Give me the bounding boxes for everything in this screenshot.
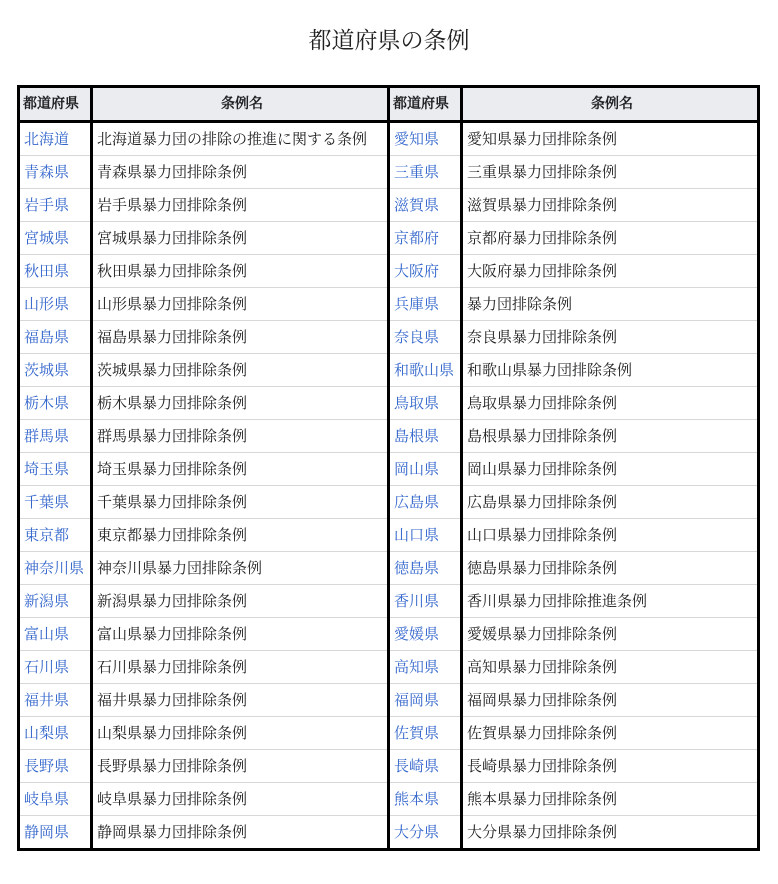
table-row	[19, 156, 759, 189]
ordinance-name-cell: 長崎県暴力団排除条例	[462, 750, 759, 783]
prefecture-link[interactable]: 埼玉県	[24, 460, 70, 478]
prefecture-link[interactable]: 島根県	[394, 427, 440, 445]
table-row	[19, 420, 759, 453]
ordinance-name-cell: 高知県暴力団排除条例	[462, 651, 759, 684]
prefecture-link[interactable]: 滋賀県	[394, 196, 440, 214]
ordinance-name-cell: 島根県暴力団排除条例	[462, 420, 759, 453]
ordinance-name-cell: 富山県暴力団排除条例	[92, 618, 389, 651]
table-row	[19, 486, 759, 519]
table-row	[19, 189, 759, 222]
ordinance-table-container	[17, 85, 760, 851]
prefecture-link[interactable]: 大分県	[394, 823, 440, 841]
prefecture-cell	[19, 288, 92, 321]
prefecture-link[interactable]: 宮城県	[24, 229, 70, 247]
prefecture-cell	[389, 222, 462, 255]
table-row	[19, 783, 759, 816]
prefecture-cell	[19, 618, 92, 651]
ordinance-name-cell: 新潟県暴力団排除条例	[92, 585, 389, 618]
prefecture-cell	[19, 750, 92, 783]
ordinance-name-cell: 愛知県暴力団排除条例	[462, 122, 759, 156]
prefecture-cell	[19, 387, 92, 420]
table-row	[19, 519, 759, 552]
prefecture-cell	[389, 453, 462, 486]
ordinance-name-cell: 山梨県暴力団排除条例	[92, 717, 389, 750]
prefecture-cell	[19, 519, 92, 552]
prefecture-link[interactable]: 佐賀県	[394, 724, 440, 742]
ordinance-name-cell: 京都府暴力団排除条例	[462, 222, 759, 255]
table-row	[19, 122, 759, 156]
prefecture-cell	[19, 453, 92, 486]
header-prefecture-right: 都道府県	[389, 87, 462, 122]
prefecture-cell	[19, 354, 92, 387]
prefecture-link[interactable]: 京都府	[394, 229, 440, 247]
prefecture-cell	[19, 420, 92, 453]
ordinance-name-cell: 石川県暴力団排除条例	[92, 651, 389, 684]
ordinance-name-cell: 岐阜県暴力団排除条例	[92, 783, 389, 816]
ordinance-name-cell: 佐賀県暴力団排除条例	[462, 717, 759, 750]
prefecture-cell	[19, 651, 92, 684]
ordinance-name-cell: 宮城県暴力団排除条例	[92, 222, 389, 255]
ordinance-name-cell: 岡山県暴力団排除条例	[462, 453, 759, 486]
prefecture-link[interactable]: 新潟県	[24, 592, 70, 610]
ordinance-name-cell: 徳島県暴力団排除条例	[462, 552, 759, 585]
prefecture-link[interactable]: 福井県	[24, 691, 70, 709]
prefecture-cell	[389, 122, 462, 156]
prefecture-link[interactable]: 広島県	[394, 493, 440, 511]
ordinance-name-cell: 秋田県暴力団排除条例	[92, 255, 389, 288]
prefecture-link[interactable]: 兵庫県	[394, 295, 440, 313]
ordinance-name-cell: 青森県暴力団排除条例	[92, 156, 389, 189]
prefecture-cell	[389, 486, 462, 519]
ordinance-name-cell: 神奈川県暴力団排除条例	[92, 552, 389, 585]
table-row	[19, 552, 759, 585]
prefecture-cell	[389, 651, 462, 684]
header-prefecture-left: 都道府県	[19, 87, 92, 122]
ordinance-name-cell: 北海道暴力団の排除の推進に関する条例	[92, 122, 389, 156]
ordinance-name-cell: 福井県暴力団排除条例	[92, 684, 389, 717]
prefecture-cell	[19, 189, 92, 222]
prefecture-cell	[389, 156, 462, 189]
prefecture-link[interactable]: 青森県	[24, 163, 70, 181]
prefecture-cell	[389, 552, 462, 585]
prefecture-link[interactable]: 岡山県	[394, 460, 440, 478]
ordinance-name-cell: 大阪府暴力団排除条例	[462, 255, 759, 288]
ordinance-name-cell: 山形県暴力団排除条例	[92, 288, 389, 321]
prefecture-link[interactable]: 鳥取県	[394, 394, 440, 412]
prefecture-link[interactable]: 静岡県	[24, 823, 70, 841]
prefecture-cell	[389, 783, 462, 816]
prefecture-cell	[389, 717, 462, 750]
prefecture-link[interactable]: 茨城県	[24, 361, 70, 379]
table-row	[19, 750, 759, 783]
ordinance-name-cell: 千葉県暴力団排除条例	[92, 486, 389, 519]
prefecture-link[interactable]: 山口県	[394, 526, 440, 544]
prefecture-link[interactable]: 和歌山県	[394, 361, 455, 379]
prefecture-link[interactable]: 千葉県	[24, 493, 70, 511]
prefecture-cell	[19, 255, 92, 288]
prefecture-cell	[389, 387, 462, 420]
ordinance-name-cell: 福島県暴力団排除条例	[92, 321, 389, 354]
prefecture-cell	[19, 783, 92, 816]
ordinance-name-cell: 鳥取県暴力団排除条例	[462, 387, 759, 420]
prefecture-link[interactable]: 三重県	[394, 163, 440, 181]
prefecture-link[interactable]: 愛知県	[394, 130, 440, 148]
prefecture-cell	[389, 420, 462, 453]
ordinance-name-cell: 滋賀県暴力団排除条例	[462, 189, 759, 222]
table-row	[19, 816, 759, 850]
prefecture-link[interactable]: 富山県	[24, 625, 70, 643]
prefecture-link[interactable]: 岩手県	[24, 196, 70, 214]
prefecture-cell	[389, 750, 462, 783]
prefecture-cell	[19, 321, 92, 354]
ordinance-name-cell: 三重県暴力団排除条例	[462, 156, 759, 189]
prefecture-link[interactable]: 高知県	[394, 658, 440, 676]
prefecture-cell	[19, 717, 92, 750]
ordinance-name-cell: 大分県暴力団排除条例	[462, 816, 759, 850]
ordinance-name-cell: 栃木県暴力団排除条例	[92, 387, 389, 420]
prefecture-cell	[19, 816, 92, 850]
prefecture-link[interactable]: 山形県	[24, 295, 70, 313]
table-row	[19, 684, 759, 717]
header-ordinance-left: 条例名	[92, 87, 389, 122]
prefecture-cell	[19, 684, 92, 717]
table-row	[19, 255, 759, 288]
prefecture-cell	[389, 618, 462, 651]
prefecture-link[interactable]: 栃木県	[24, 394, 70, 412]
prefecture-link[interactable]: 長野県	[24, 757, 70, 775]
prefecture-cell	[19, 222, 92, 255]
prefecture-cell	[19, 552, 92, 585]
ordinance-name-cell: 埼玉県暴力団排除条例	[92, 453, 389, 486]
ordinance-name-cell: 岩手県暴力団排除条例	[92, 189, 389, 222]
ordinance-name-cell: 熊本県暴力団排除条例	[462, 783, 759, 816]
prefecture-cell	[389, 684, 462, 717]
ordinance-name-cell: 山口県暴力団排除条例	[462, 519, 759, 552]
ordinance-name-cell: 和歌山県暴力団排除条例	[462, 354, 759, 387]
prefecture-link[interactable]: 東京都	[24, 526, 70, 544]
prefecture-link[interactable]: 徳島県	[394, 559, 440, 577]
ordinance-name-cell: 茨城県暴力団排除条例	[92, 354, 389, 387]
prefecture-link[interactable]: 北海道	[24, 130, 70, 148]
prefecture-cell	[389, 585, 462, 618]
table-row	[19, 321, 759, 354]
ordinance-name-cell: 暴力団排除条例	[462, 288, 759, 321]
table-row	[19, 651, 759, 684]
prefecture-link[interactable]: 大阪府	[394, 262, 440, 280]
table-row	[19, 585, 759, 618]
prefecture-link[interactable]: 岐阜県	[24, 790, 70, 808]
prefecture-link[interactable]: 熊本県	[394, 790, 440, 808]
prefecture-cell	[389, 255, 462, 288]
ordinance-name-cell: 福岡県暴力団排除条例	[462, 684, 759, 717]
prefecture-link[interactable]: 奈良県	[394, 328, 440, 346]
table-body	[19, 122, 759, 850]
prefecture-link[interactable]: 山梨県	[24, 724, 70, 742]
header-ordinance-right: 条例名	[462, 87, 759, 122]
table-header-row	[19, 87, 759, 122]
prefecture-link[interactable]: 秋田県	[24, 262, 70, 280]
prefecture-cell	[19, 486, 92, 519]
prefecture-link[interactable]: 群馬県	[24, 427, 70, 445]
ordinance-name-cell: 静岡県暴力団排除条例	[92, 816, 389, 850]
prefecture-cell	[389, 354, 462, 387]
ordinance-name-cell: 東京都暴力団排除条例	[92, 519, 389, 552]
prefecture-link[interactable]: 福島県	[24, 328, 70, 346]
prefecture-cell	[389, 288, 462, 321]
prefecture-cell	[19, 585, 92, 618]
ordinance-name-cell: 愛媛県暴力団排除条例	[462, 618, 759, 651]
table-row	[19, 387, 759, 420]
ordinance-name-cell: 群馬県暴力団排除条例	[92, 420, 389, 453]
table-row	[19, 453, 759, 486]
prefecture-cell	[389, 519, 462, 552]
prefecture-cell	[389, 189, 462, 222]
ordinance-name-cell: 香川県暴力団排除推進条例	[462, 585, 759, 618]
prefecture-link[interactable]: 香川県	[394, 592, 440, 610]
prefecture-link[interactable]: 愛媛県	[394, 625, 440, 643]
prefecture-cell	[19, 156, 92, 189]
prefecture-link[interactable]: 福岡県	[394, 691, 440, 709]
prefecture-cell	[389, 321, 462, 354]
prefecture-link[interactable]: 石川県	[24, 658, 70, 676]
table-row	[19, 288, 759, 321]
page-title: 都道府県の条例	[308, 28, 470, 54]
prefecture-cell	[389, 816, 462, 850]
ordinance-name-cell: 長野県暴力団排除条例	[92, 750, 389, 783]
table-row	[19, 354, 759, 387]
ordinance-name-cell: 広島県暴力団排除条例	[462, 486, 759, 519]
ordinance-name-cell: 奈良県暴力団排除条例	[462, 321, 759, 354]
ordinance-table	[17, 85, 760, 851]
table-row	[19, 222, 759, 255]
table-row	[19, 618, 759, 651]
prefecture-link[interactable]: 神奈川県	[24, 559, 85, 577]
prefecture-link[interactable]: 長崎県	[394, 757, 440, 775]
prefecture-cell	[19, 122, 92, 156]
table-row	[19, 717, 759, 750]
